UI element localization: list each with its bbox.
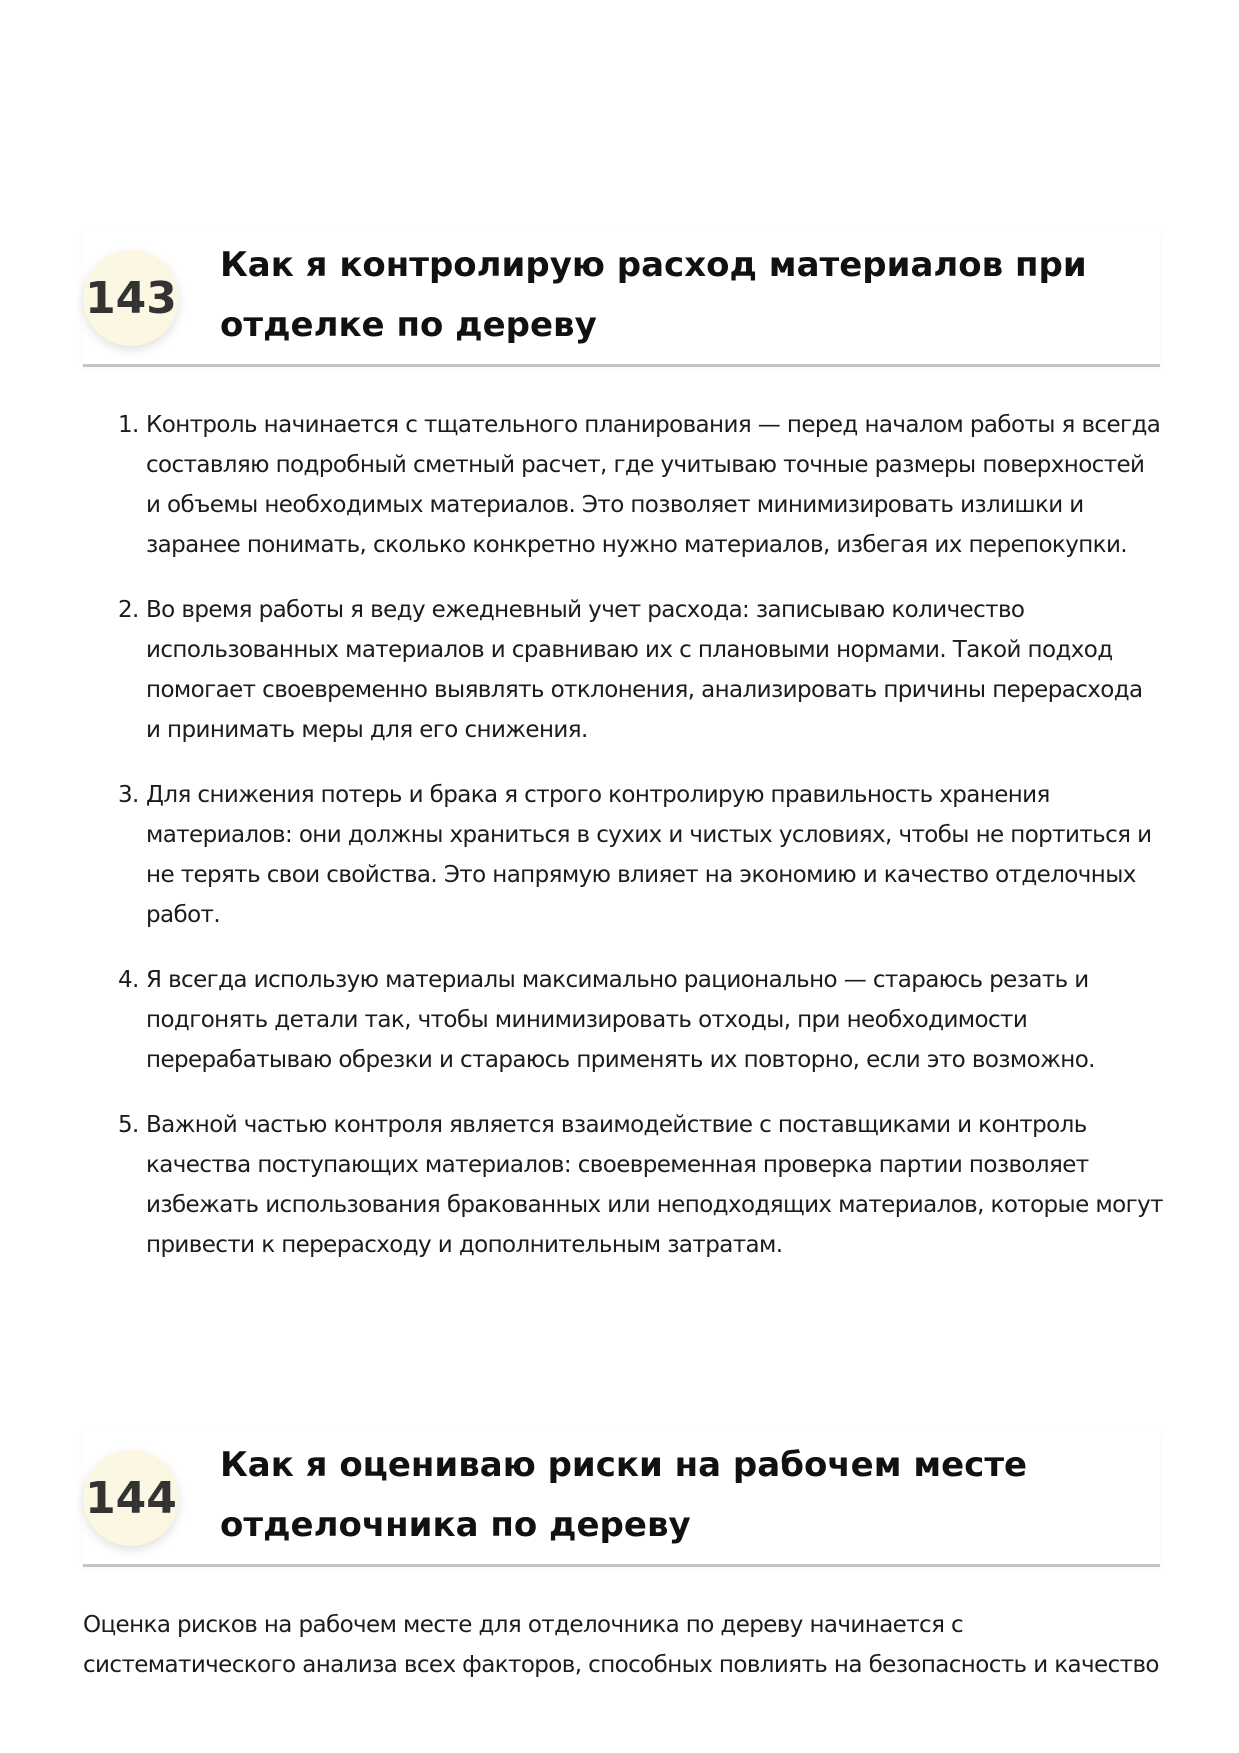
- list-item-text: Контроль начинается с тщательного планирования — перед началом работы я всегда составляю подробный сметный расчет, где учитываю точные размеры поверхностей и объемы необходимых материалов. Это позволяет минимизировать излишки и заранее понимать, сколько конкретно нужно материалов, избегая их перепокупки.: [146, 412, 1161, 558]
- list-item-text: Важной частью контроля является взаимодействие с поставщиками и контроль качества поступающих материалов: своевременная проверка партии позволяет избежать использования бракованных или неподходящих материалов, которые могут привести к перерасходу и дополнительным затратам.: [146, 1112, 1163, 1258]
- list-item: [118, 590, 1163, 750]
- list-item-number: 5.: [118, 1112, 139, 1138]
- section-header-144: [83, 1432, 1160, 1567]
- section-title: Как я оцениваю риски на рабочем месте отделочника по дереву: [220, 1445, 1028, 1545]
- list-item-number: 4.: [118, 967, 139, 993]
- list-item-number: 2.: [118, 597, 139, 623]
- list-item-number: 3.: [118, 782, 139, 808]
- list-item: [118, 960, 1163, 1080]
- section-number-badge: 143: [83, 250, 179, 346]
- numbered-list: [118, 405, 1163, 1290]
- list-item: [118, 405, 1163, 565]
- list-item-text: Я всегда использую материалы максимально рационально — стараюсь резать и подгонять детали так, чтобы минимизировать отходы, при необходимости перерабатываю обрезки и стараюсь применять их повторно, если это возможно.: [146, 967, 1095, 1073]
- list-item-text: Для снижения потерь и брака я строго контролирую правильность хранения материалов: они должны храниться в сухих и чистых условиях, чтобы не портиться и не терять свои свойства. Это напрямую влияет на экономию и качество отделочных работ.: [146, 782, 1152, 928]
- list-item: [118, 1105, 1163, 1265]
- section-number-badge: 144: [83, 1450, 179, 1546]
- section-header-143: [83, 232, 1160, 367]
- list-item: [118, 775, 1163, 935]
- list-item-number: 1.: [118, 412, 139, 438]
- section-paragraph: Оценка рисков на рабочем месте для отделочника по дереву начинается с систематического анализа всех факторов, способных повлиять на безопасность и качество: [83, 1612, 1159, 1678]
- list-item-text: Во время работы я веду ежедневный учет расхода: записываю количество использованных материалов и сравниваю их с плановыми нормами. Такой подход помогает своевременно выявлять отклонения, анализировать причины перерасхода и принимать меры для его снижения.: [146, 597, 1143, 743]
- section-title: Как я контролирую расход материалов при отделке по дереву: [220, 245, 1087, 345]
